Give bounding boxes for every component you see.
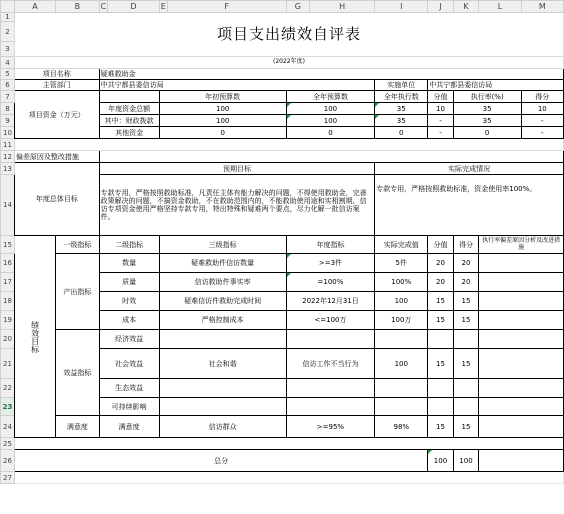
total-score[interactable]: 100 xyxy=(453,450,479,472)
row-header-26[interactable]: 26 xyxy=(1,450,15,472)
indicator-level2[interactable]: 满意度 xyxy=(99,416,159,438)
column-header-i[interactable]: I xyxy=(375,1,428,13)
row-header-25[interactable]: 25 xyxy=(1,438,15,450)
funds-cell[interactable]: 35 xyxy=(453,115,521,127)
indicator-weight[interactable]: 15 xyxy=(428,416,453,438)
funds-cell[interactable]: - xyxy=(521,127,563,139)
indicator-level2[interactable]: 经济效益 xyxy=(99,330,159,349)
funds-row-label[interactable]: 其中：财政拨款 xyxy=(99,115,159,127)
output-indicator-label[interactable]: 产出指标 xyxy=(56,254,100,330)
indicator-header-level1[interactable]: 一级指标 xyxy=(56,236,100,254)
indicator-score[interactable]: 20 xyxy=(453,254,479,273)
total-analysis[interactable] xyxy=(479,450,564,472)
indicator-target[interactable]: >=95% xyxy=(286,416,375,438)
indicator-level3[interactable] xyxy=(159,379,286,398)
row-header-4[interactable]: 4 xyxy=(1,57,15,69)
funds-cell[interactable]: 0 xyxy=(375,127,428,139)
row-header-17[interactable]: 17 xyxy=(1,273,15,292)
indicator-level3[interactable]: 疑难救助件信访数量 xyxy=(159,254,286,273)
row-header-14[interactable]: 14 xyxy=(1,175,15,236)
indicator-actual[interactable]: 100% xyxy=(375,273,428,292)
expected-goal-text[interactable]: 专款专用，严格按照救助标准，凡责任主体有能力解决的问题，不得使用救助金，完善政策解决的问题，不搞资金救助，不在救助范围内的，不能救助使用途和实相割期，信访专项资金使用严格坚持专款专用，特出特殊和疑难两个要点，尽力化解一批信访案件。 xyxy=(99,175,375,236)
indicator-score[interactable] xyxy=(453,398,479,416)
funds-cell[interactable]: - xyxy=(428,115,453,127)
indicator-header-weight[interactable]: 分值 xyxy=(428,236,453,254)
funds-header-score[interactable]: 得分 xyxy=(521,91,563,103)
funds-cell[interactable]: 0 xyxy=(159,127,286,139)
indicator-analysis[interactable] xyxy=(479,349,564,379)
indicator-target[interactable] xyxy=(286,398,375,416)
column-header-a[interactable]: A xyxy=(14,1,55,13)
column-header-d[interactable]: D xyxy=(108,1,159,13)
column-header-m[interactable]: M xyxy=(521,1,563,13)
sheet-subtitle[interactable]: (2022年度) xyxy=(14,57,563,69)
row-header-21[interactable]: 21 xyxy=(1,349,15,379)
indicator-actual[interactable] xyxy=(375,398,428,416)
column-header-g[interactable]: G xyxy=(286,1,309,13)
funds-row-label[interactable]: 其他资金 xyxy=(99,127,159,139)
row-header-3[interactable]: 3 xyxy=(1,42,15,57)
total-weight[interactable]: 100 xyxy=(428,450,453,472)
satisfaction-label[interactable]: 满意度 xyxy=(56,416,100,438)
indicator-header-analysis[interactable]: 执行率偏差原因分析及改进措施 xyxy=(479,236,564,254)
funds-cell[interactable]: - xyxy=(521,115,563,127)
column-header-e[interactable]: E xyxy=(160,1,166,11)
column-header-k[interactable]: K xyxy=(453,1,479,13)
row-header-7[interactable]: 7 xyxy=(1,91,15,103)
funds-cell[interactable]: 100 xyxy=(159,115,286,127)
select-all-corner[interactable] xyxy=(1,1,15,13)
funds-cell[interactable]: 0 xyxy=(453,127,521,139)
indicator-level2[interactable]: 时效 xyxy=(99,292,159,311)
indicator-level3[interactable]: 疑难信访件救助完成时间 xyxy=(159,292,286,311)
indicator-actual[interactable] xyxy=(375,379,428,398)
row-header-23[interactable]: 23 xyxy=(1,398,15,416)
impl-unit-value[interactable]: 中共宁都县委信访局 xyxy=(428,80,564,91)
indicator-score[interactable]: 15 xyxy=(453,349,479,379)
actual-result-header[interactable]: 实际完成情况 xyxy=(375,163,564,175)
row-header-22[interactable]: 22 xyxy=(1,379,15,398)
empty-row[interactable] xyxy=(14,438,563,450)
indicator-header-level3[interactable]: 三级指标 xyxy=(159,236,286,254)
funds-cell[interactable]: 35 xyxy=(375,103,428,115)
funds-header-annual[interactable]: 全年预算数 xyxy=(286,91,375,103)
funds-header-executed[interactable]: 全年执行数 xyxy=(375,91,428,103)
indicator-target[interactable]: 2022年12月31日 xyxy=(286,292,375,311)
row-header-19[interactable]: 19 xyxy=(1,311,15,330)
indicator-target[interactable]: 信访工作不当行为 xyxy=(286,349,375,379)
column-header-f[interactable]: F xyxy=(167,1,286,13)
funds-cell[interactable]: 35 xyxy=(453,103,521,115)
row-header-11[interactable]: 11 xyxy=(1,139,15,151)
indicator-level2[interactable]: 质量 xyxy=(99,273,159,292)
indicator-weight[interactable] xyxy=(428,330,453,349)
indicator-level2[interactable]: 成本 xyxy=(99,311,159,330)
indicator-level3[interactable]: 社会和谐 xyxy=(159,349,286,379)
funds-cell[interactable]: - xyxy=(428,127,453,139)
funds-label[interactable]: 项目资金（万元） xyxy=(14,91,99,139)
actual-result-text[interactable]: 专款专用，严格按照救助标准，资金使用率100%。 xyxy=(375,175,564,236)
indicator-level3[interactable] xyxy=(159,330,286,349)
indicator-level2[interactable]: 生态效益 xyxy=(99,379,159,398)
project-name-value[interactable]: 疑难救助金 xyxy=(99,69,563,80)
indicator-score[interactable]: 15 xyxy=(453,292,479,311)
column-header-h[interactable]: H xyxy=(309,1,374,13)
row-header-24[interactable]: 24 xyxy=(1,416,15,438)
column-header-b[interactable]: B xyxy=(56,1,100,13)
indicator-score[interactable]: 15 xyxy=(453,416,479,438)
row-header-10[interactable]: 10 xyxy=(1,127,15,139)
funds-cell[interactable]: 0 xyxy=(286,127,375,139)
indicator-analysis[interactable] xyxy=(479,398,564,416)
indicator-weight[interactable] xyxy=(428,379,453,398)
indicator-weight[interactable] xyxy=(428,398,453,416)
row-header-13[interactable]: 13 xyxy=(1,163,15,175)
row-header-9[interactable]: 9 xyxy=(1,115,15,127)
reasons-value[interactable] xyxy=(99,151,563,163)
indicator-actual[interactable]: 100 xyxy=(375,349,428,379)
indicator-weight[interactable]: 20 xyxy=(428,254,453,273)
funds-header-initial[interactable]: 年初预算数 xyxy=(159,91,286,103)
row-header-20[interactable]: 20 xyxy=(1,330,15,349)
indicator-analysis[interactable] xyxy=(479,292,564,311)
indicator-actual[interactable] xyxy=(375,330,428,349)
indicator-weight[interactable]: 20 xyxy=(428,273,453,292)
funds-header-rate[interactable]: 执行率(%) xyxy=(453,91,521,103)
indicator-score[interactable]: 15 xyxy=(453,311,479,330)
indicator-level2[interactable]: 可持续影响 xyxy=(99,398,159,416)
funds-cell[interactable]: 100 xyxy=(286,103,375,115)
indicator-level2[interactable]: 数量 xyxy=(99,254,159,273)
row-header-18[interactable]: 18 xyxy=(1,292,15,311)
indicator-actual[interactable]: 5件 xyxy=(375,254,428,273)
funds-cell[interactable]: 35 xyxy=(375,115,428,127)
indicator-analysis[interactable] xyxy=(479,416,564,438)
indicator-weight[interactable]: 15 xyxy=(428,349,453,379)
row-header-15[interactable]: 15 xyxy=(1,236,15,254)
indicator-level3[interactable]: 信访群众 xyxy=(159,416,286,438)
row-header-27[interactable]: 27 xyxy=(1,472,15,484)
total-label[interactable]: 总分 xyxy=(14,450,427,472)
dept-label[interactable]: 主管部门 xyxy=(14,80,99,91)
funds-row-label[interactable]: 年度资金总额 xyxy=(99,103,159,115)
row-header-1[interactable]: 1 xyxy=(1,13,15,22)
indicator-header-score[interactable]: 得分 xyxy=(453,236,479,254)
column-header-c[interactable]: C xyxy=(100,1,107,11)
indicator-score[interactable] xyxy=(453,379,479,398)
indicator-weight[interactable]: 15 xyxy=(428,292,453,311)
empty-row[interactable] xyxy=(14,472,563,484)
indicator-target[interactable]: >=3件 xyxy=(286,254,375,273)
impl-unit-label[interactable]: 实施单位 xyxy=(375,80,428,91)
row-header-6[interactable]: 6 xyxy=(1,80,15,91)
empty-row[interactable] xyxy=(14,139,563,151)
expected-goal-header[interactable]: 预期目标 xyxy=(99,163,375,175)
indicator-analysis[interactable] xyxy=(479,254,564,273)
indicator-target[interactable] xyxy=(286,330,375,349)
column-header-row xyxy=(1,1,564,13)
row-header-12[interactable]: 12 xyxy=(1,151,15,163)
performance-goal-label[interactable]: 绩效目标 xyxy=(14,236,55,438)
indicator-actual[interactable]: 98% xyxy=(375,416,428,438)
indicator-analysis[interactable] xyxy=(479,379,564,398)
indicator-level3[interactable]: 严格控制成本 xyxy=(159,311,286,330)
funds-blank-header[interactable] xyxy=(99,91,159,103)
funds-header-weight[interactable]: 分值 xyxy=(428,91,453,103)
row-header-16[interactable]: 16 xyxy=(1,254,15,273)
annual-goal-label[interactable]: 年度总体目标 xyxy=(14,163,99,236)
row-header-8[interactable]: 8 xyxy=(1,103,15,115)
reasons-label[interactable]: 偏差原因及整改措施 xyxy=(14,151,99,163)
effect-indicator-label[interactable]: 效益指标 xyxy=(56,330,100,416)
indicator-level2[interactable]: 社会效益 xyxy=(99,349,159,379)
indicator-analysis[interactable] xyxy=(479,273,564,292)
indicator-actual[interactable]: 100万 xyxy=(375,311,428,330)
row-header-2[interactable]: 2 xyxy=(1,22,15,42)
indicator-header-level2[interactable]: 二级指标 xyxy=(99,236,159,254)
indicator-target[interactable]: =100% xyxy=(286,273,375,292)
indicator-level3[interactable]: 信访救助件事实率 xyxy=(159,273,286,292)
indicator-analysis[interactable] xyxy=(479,330,564,349)
indicator-score[interactable] xyxy=(453,330,479,349)
funds-cell[interactable]: 100 xyxy=(159,103,286,115)
indicator-header-actual[interactable]: 实际完成值 xyxy=(375,236,428,254)
indicator-actual[interactable]: 100 xyxy=(375,292,428,311)
dept-value[interactable]: 中共宁都县委信访局 xyxy=(99,80,375,91)
column-header-l[interactable]: L xyxy=(479,1,521,13)
indicator-target[interactable] xyxy=(286,379,375,398)
indicator-weight[interactable]: 15 xyxy=(428,311,453,330)
indicator-score[interactable]: 20 xyxy=(453,273,479,292)
column-header-j[interactable]: J xyxy=(428,1,453,13)
indicator-header-target[interactable]: 年度指标 xyxy=(286,236,375,254)
indicator-analysis[interactable] xyxy=(479,311,564,330)
funds-cell[interactable]: 10 xyxy=(428,103,453,115)
indicator-target[interactable]: <=100万 xyxy=(286,311,375,330)
funds-cell[interactable]: 100 xyxy=(286,115,375,127)
project-name-label[interactable]: 项目名称 xyxy=(14,69,99,80)
indicator-level3[interactable] xyxy=(159,398,286,416)
sheet-title[interactable]: 项目支出绩效自评表 xyxy=(14,13,563,57)
row-header-5[interactable]: 5 xyxy=(1,69,15,80)
funds-cell[interactable]: 10 xyxy=(521,103,563,115)
